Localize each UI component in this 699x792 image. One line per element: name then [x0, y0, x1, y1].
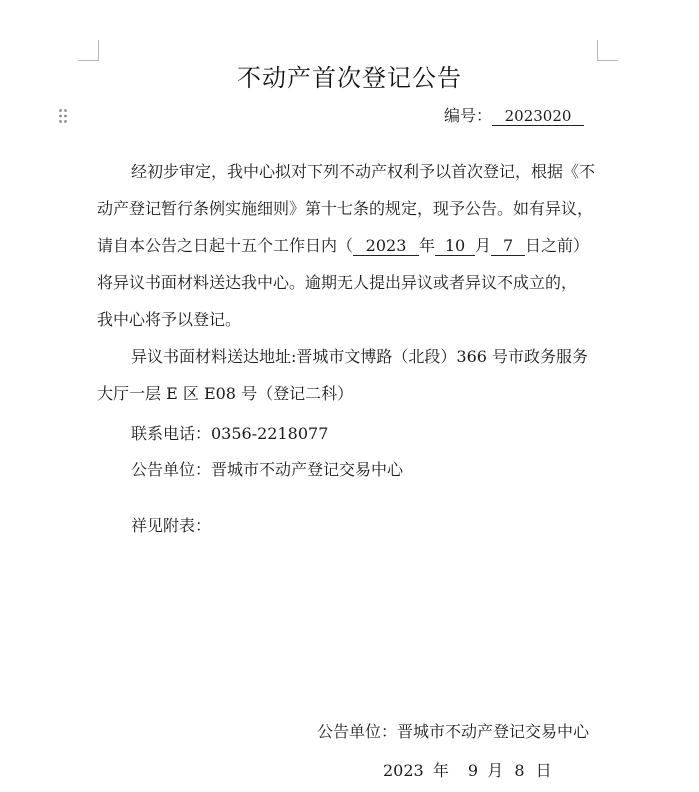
page-corner-mark-top-right — [597, 40, 618, 61]
signature-unit: 公告单位：晋城市不动产登记交易中心 — [317, 722, 590, 741]
address-line-1: 异议书面材料送达地址:晋城市文博路（北段）366 号市政务服务 — [131, 347, 589, 366]
contact-phone: 联系电话：0356-2218077 — [131, 424, 329, 443]
signature-year: 2023 — [383, 761, 424, 780]
signature-month: 9 — [467, 761, 479, 780]
serial-value: 2023020 — [492, 107, 584, 126]
deadline-month: 10 — [435, 237, 475, 256]
signature-day: 8 — [514, 761, 525, 780]
deadline-prefix: 请自本公告之日起十五个工作日内（ — [97, 236, 354, 255]
serial-label: 编号： — [444, 106, 493, 125]
body-line-1: 经初步审定，我中心拟对下列不动产权利予以首次登记，根据《不 — [131, 162, 596, 181]
signature-date — [383, 760, 552, 782]
deadline-suffix: 日之前） — [525, 236, 590, 255]
attachment-note: 祥见附表： — [131, 516, 212, 535]
deadline-month-char: 月 — [475, 236, 492, 255]
address-line-2: 大厅一层 E 区 E08 号（登记二科） — [97, 384, 354, 403]
announcing-unit: 公告单位：晋城市不动产登记交易中心 — [131, 460, 404, 479]
signature-month-char: 月 — [487, 761, 504, 780]
document-title: 不动产首次登记公告 — [237, 64, 462, 92]
serial-number — [444, 105, 584, 127]
drag-handle-icon[interactable] — [58, 108, 68, 124]
deadline-day: 7 — [491, 237, 525, 256]
body-line-3 — [97, 235, 589, 257]
deadline-year-char: 年 — [419, 236, 436, 255]
body-line-5: 我中心将予以登记。 — [97, 310, 242, 329]
signature-day-char: 日 — [535, 761, 552, 780]
signature-year-char: 年 — [432, 761, 449, 780]
page-corner-mark-top-left — [78, 40, 99, 61]
deadline-year: 2023 — [353, 237, 419, 256]
body-line-2: 动产登记暂行条例实施细则》第十七条的规定，现予公告。如有异议， — [97, 199, 594, 218]
body-line-4: 将异议书面材料送达我中心。逾期无人提出异议或者异议不成立的， — [97, 273, 578, 292]
